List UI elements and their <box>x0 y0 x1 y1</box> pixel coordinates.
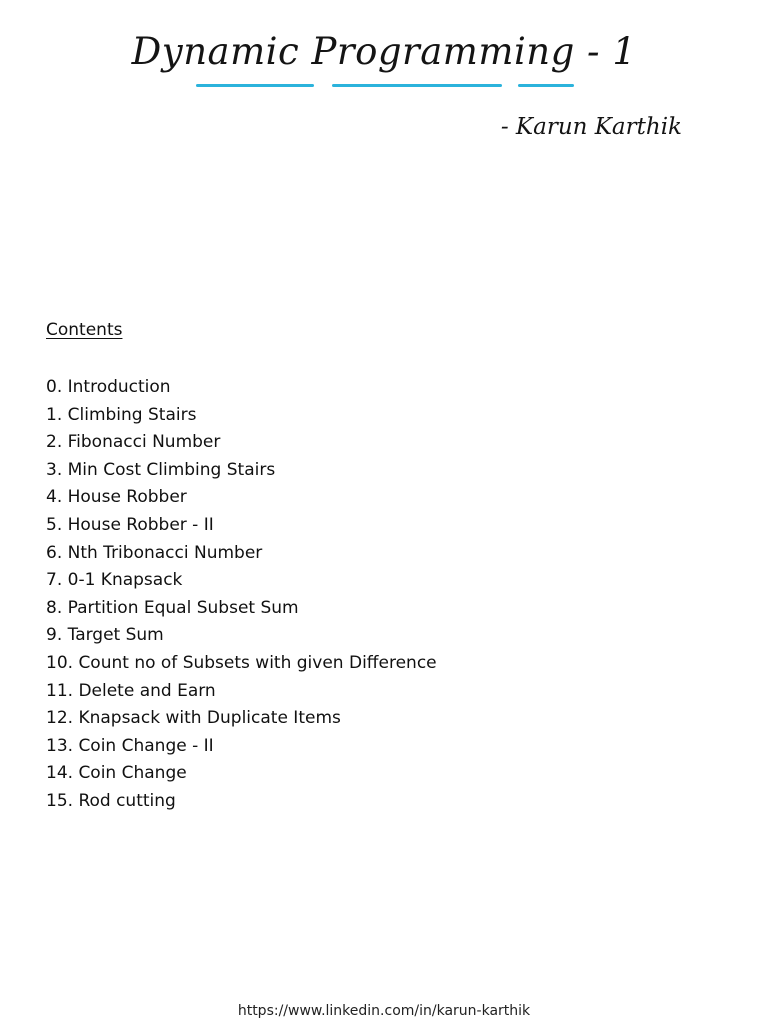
toc-item: 11. Delete and Earn <box>46 680 216 701</box>
title-block <box>0 30 768 74</box>
toc-item: 1. Climbing Stairs <box>46 404 197 425</box>
title-underline-segment <box>518 84 574 87</box>
toc-item: 15. Rod cutting <box>46 790 176 811</box>
toc-item: 0. Introduction <box>46 377 171 397</box>
toc-item: 13. Coin Change - II <box>46 735 214 756</box>
author-signature: - Karun Karthik <box>500 114 682 140</box>
toc-item: 4. House Robber <box>46 487 187 508</box>
toc-item: 12. Knapsack with Duplicate Items <box>46 708 341 729</box>
footer-link[interactable]: https://www.linkedin.com/in/karun-karthik <box>237 1003 531 1019</box>
title-underline-segment <box>196 84 314 87</box>
table-of-contents <box>46 375 437 817</box>
toc-item: 5. House Robber - II <box>46 514 214 535</box>
toc-item: 10. Count no of Subsets with given Difference <box>46 652 437 673</box>
toc-item: 6. Nth Tribonacci Number <box>46 542 263 563</box>
page-title: Dynamic Programming - 1 <box>131 30 637 73</box>
toc-item: 8. Partition Equal Subset Sum <box>46 597 299 618</box>
toc-item: 14. Coin Change <box>46 763 187 784</box>
title-underline-segment <box>332 84 502 87</box>
contents-heading: Contents <box>46 320 123 340</box>
toc-item: 7. 0-1 Knapsack <box>46 570 183 591</box>
toc-item: 3. Min Cost Climbing Stairs <box>46 459 276 480</box>
toc-item: 2. Fibonacci Number <box>46 432 221 453</box>
toc-item: 9. Target Sum <box>46 625 164 646</box>
